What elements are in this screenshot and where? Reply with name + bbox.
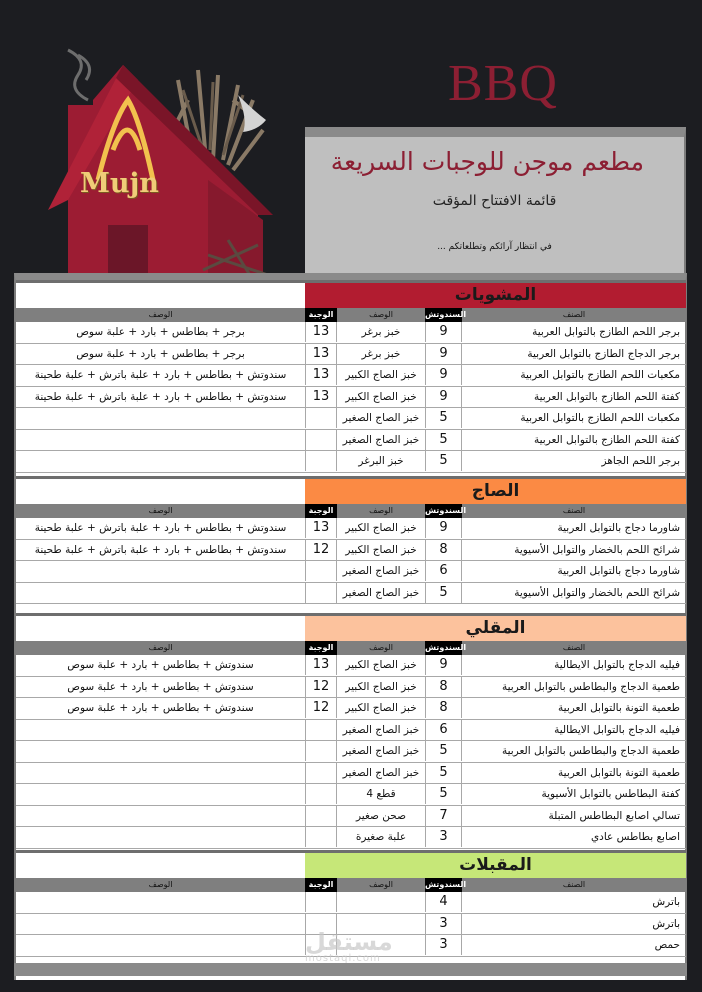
col-header-meal-desc: الوصف [148, 643, 173, 652]
bread-type: خبز الصاج الكبير [345, 369, 417, 381]
sandwich-price: 5 [425, 741, 462, 761]
col-header-sandwich: السندوتش [425, 878, 462, 892]
sandwich-price: 6 [425, 720, 462, 740]
sandwich-price: 9 [425, 322, 462, 342]
bread-type: خبز برغر [361, 347, 401, 360]
sandwich-price: 3 [425, 827, 462, 847]
menu-row [16, 451, 686, 473]
item-name: طعمية التونة بالتوابل العربية [558, 702, 680, 714]
bread-type: خبز الصاج الكبير [345, 543, 417, 556]
bread-type: خبز الصاج الكبير [345, 702, 417, 714]
section-header [16, 613, 686, 641]
section-header [16, 850, 686, 878]
col-header-meal-desc: الوصف [148, 506, 173, 515]
item-name: فيليه الدجاج بالتوابل الايطالية [554, 659, 680, 671]
meal-description: سندوتش + بطاطس + بارد + علبة باترش + علبة طحينة [34, 543, 287, 556]
col-header-name: الصنف [562, 643, 586, 652]
col-header-bread: الوصف [369, 643, 393, 652]
sandwich-price: 5 [425, 408, 462, 428]
bread-type: صحن صغير [356, 809, 406, 822]
item-name: شرائح اللحم بالخضار والتوابل الأسيوية [514, 586, 680, 599]
menu-row [16, 561, 686, 583]
item-name: باترش [652, 896, 680, 908]
sandwich-price: 9 [425, 655, 462, 675]
bread-type [337, 892, 425, 912]
smoke-icon [68, 50, 90, 100]
menu-row [16, 741, 686, 763]
meal-price: 13 [305, 322, 337, 342]
menu-header [305, 127, 686, 273]
col-header-sandwich: السندوتش [425, 504, 462, 518]
menu-row [16, 408, 686, 430]
meal-price [305, 583, 337, 603]
sandwich-price: 8 [425, 698, 462, 718]
bread-type: قطع 4 [366, 788, 396, 800]
section-title: المقلي [305, 616, 686, 641]
bread-type: خبز الصاج الصغير [342, 766, 420, 779]
meal-description [16, 892, 305, 912]
column-headers [16, 504, 686, 518]
item-name: حمص [654, 939, 680, 951]
bread-type: خبز الصاج الكبير [345, 390, 417, 403]
col-header-name: الصنف [562, 310, 586, 319]
meal-description [16, 827, 305, 847]
meal-price [305, 892, 337, 912]
meal-price: 13 [305, 344, 337, 364]
meal-price: 13 [305, 387, 337, 407]
bread-type: خبز الصاج الكبير [345, 522, 417, 534]
meal-price [305, 741, 337, 761]
section-title: المقبلات [305, 853, 686, 878]
meal-description [16, 914, 305, 934]
meal-price: 13 [305, 518, 337, 538]
meal-price [305, 408, 337, 428]
meal-price: 13 [305, 365, 337, 385]
meal-description: سندوتش + بطاطس + بارد + علبة سوص [67, 659, 254, 671]
meal-description: برجر + بطاطس + بارد + علبة سوص [76, 326, 245, 338]
item-name: كفتة اللحم الطازج بالتوابل العربية [534, 433, 680, 446]
item-name: شاورما دجاج بالتوابل العربية [557, 522, 680, 534]
meal-description [16, 720, 305, 740]
item-name: كفتة اللحم الطازج بالتوابل العربية [534, 390, 680, 403]
meal-price: 12 [305, 677, 337, 697]
menu-row [16, 806, 686, 828]
col-header-name: الصنف [562, 880, 586, 889]
sandwich-price: 8 [425, 540, 462, 560]
item-name: شرائح اللحم بالخضار والتوابل الأسيوية [514, 543, 680, 556]
sandwich-price: 5 [425, 763, 462, 783]
bread-type: خبز الصاج الصغير [342, 433, 420, 446]
sandwich-price: 5 [425, 784, 462, 804]
item-name: تسالي اصابع البطاطس المتبلة [548, 809, 680, 822]
menu-row [16, 540, 686, 562]
item-name: برجر اللحم الطازج بالتوابل العربية [532, 326, 680, 338]
item-name: برجر الدجاج الطازج بالتوابل العربية [527, 347, 680, 360]
menu-row [16, 583, 686, 605]
sandwich-price: 8 [425, 677, 462, 697]
item-name: طعمية الدجاج والبطاطس بالتوابل العربية [501, 745, 680, 757]
meal-description [16, 784, 305, 804]
feedback-note: في انتظار آرائكم وتطلعاتكم ... [437, 242, 552, 252]
bbq-heading: BBQ [448, 55, 558, 112]
item-name: شاورما دجاج بالتوابل العربية [557, 565, 680, 577]
section-title: الصاج [305, 479, 686, 504]
meal-description: سندوتش + بطاطس + بارد + علبة باترش + علبة طحينة [34, 390, 287, 403]
item-name: برجر اللحم الجاهز [601, 455, 680, 467]
menu-section [16, 613, 686, 849]
column-headers [16, 641, 686, 655]
section-header [16, 280, 686, 308]
bread-type: خبز البرغر [358, 455, 404, 467]
meal-price: 13 [305, 655, 337, 675]
meal-price [305, 784, 337, 804]
item-name: كفتة البطاطس بالتوابل الأسيوية [541, 788, 680, 800]
item-name: طعمية التونة بالتوابل العربية [558, 766, 680, 779]
meal-description: سندوتش + بطاطس + بارد + علبة سوص [67, 680, 254, 693]
col-header-meal-desc: الوصف [148, 310, 173, 319]
col-header-sandwich: السندوتش [425, 308, 462, 322]
sandwich-price: 9 [425, 387, 462, 407]
sandwich-price: 3 [425, 914, 462, 934]
meal-description: سندوتش + بطاطس + بارد + علبة سوص [67, 702, 254, 714]
section-title: المشويات [305, 283, 686, 308]
meal-price [305, 720, 337, 740]
section-header [16, 476, 686, 504]
restaurant-name: مطعم موجن للوجبات السريعة [330, 147, 644, 176]
column-headers [16, 308, 686, 322]
menu-row [16, 892, 686, 914]
meal-description [16, 935, 305, 955]
meal-description [16, 451, 305, 471]
bread-type: خبز الصاج الصغير [342, 565, 420, 577]
bread-type: علبة صغيرة [355, 831, 407, 843]
sandwich-price: 5 [425, 451, 462, 471]
sandwich-price: 3 [425, 935, 462, 955]
bread-type: خبز الصاج الصغير [342, 723, 420, 736]
menu-row [16, 430, 686, 452]
column-headers [16, 878, 686, 892]
sandwich-price: 5 [425, 430, 462, 450]
sandwich-price: 5 [425, 583, 462, 603]
item-name: اصابع بطاطس عادي [590, 831, 680, 843]
menu-row [16, 827, 686, 849]
menu-row [16, 518, 686, 540]
meal-description: برجر + بطاطس + بارد + علبة سوص [76, 347, 245, 360]
col-header-bread: الوصف [369, 880, 393, 889]
menu-row [16, 344, 686, 366]
col-header-bread: الوصف [369, 506, 393, 515]
meal-description: سندوتش + بطاطس + بارد + علبة باترش + علبة طحينة [34, 369, 287, 381]
restaurant-logo [28, 40, 298, 280]
logo-text: Mujn [80, 168, 159, 199]
sandwich-price: 4 [425, 892, 462, 912]
sandwich-price: 6 [425, 561, 462, 581]
item-name: مكعبات اللحم الطازج بالتوابل العربية [520, 369, 680, 381]
sandwich-price: 9 [425, 365, 462, 385]
menu-row [16, 322, 686, 344]
sandwich-price: 9 [425, 344, 462, 364]
bread-type: خبز الصاج الكبير [345, 659, 417, 671]
item-name: باترش [652, 917, 680, 930]
meal-price [305, 763, 337, 783]
menu-section [16, 476, 686, 604]
menu-row [16, 698, 686, 720]
col-header-name: الصنف [562, 506, 586, 515]
col-header-meal: الوجبة [305, 641, 337, 655]
bread-type: خبز الصاج الصغير [342, 586, 420, 599]
item-name: مكعبات اللحم الطازج بالتوابل العربية [520, 412, 680, 424]
menu-row [16, 365, 686, 387]
menu-row [16, 720, 686, 742]
menu-row [16, 677, 686, 699]
meal-description [16, 430, 305, 450]
sheet-footer-bar [14, 963, 687, 976]
col-header-meal: الوجبة [305, 308, 337, 322]
meal-description [16, 741, 305, 761]
meal-price [305, 827, 337, 847]
meal-description [16, 583, 305, 603]
col-header-meal: الوجبة [305, 504, 337, 518]
menu-row [16, 784, 686, 806]
menu-section [16, 280, 686, 473]
menu-subtitle: قائمة الافتتاح المؤقت [432, 193, 557, 209]
col-header-meal: الوجبة [305, 878, 337, 892]
item-name: فيليه الدجاج بالتوابل الايطالية [554, 723, 680, 736]
meal-price [305, 430, 337, 450]
menu-row [16, 387, 686, 409]
watermark-arabic: مستقل [305, 928, 393, 956]
col-header-bread: الوصف [369, 310, 393, 319]
col-header-sandwich: السندوتش [425, 641, 462, 655]
meal-price [305, 451, 337, 471]
meal-description [16, 561, 305, 581]
meal-price: 12 [305, 698, 337, 718]
meal-description [16, 763, 305, 783]
col-header-meal-desc: الوصف [148, 880, 173, 889]
meal-price: 12 [305, 540, 337, 560]
meal-price [305, 806, 337, 826]
watermark-latin: mostaql.com [305, 953, 381, 964]
menu-row [16, 763, 686, 785]
bread-type: خبز برغر [361, 326, 401, 338]
menu-row [16, 655, 686, 677]
bread-type: خبز الصاج الصغير [342, 745, 420, 757]
bread-type: خبز الصاج الكبير [345, 680, 417, 693]
sandwich-price: 9 [425, 518, 462, 538]
bread-type: خبز الصاج الصغير [342, 412, 420, 424]
meal-description: سندوتش + بطاطس + بارد + علبة باترش + علبة طحينة [34, 522, 287, 534]
watermark [305, 930, 393, 964]
meal-price [305, 561, 337, 581]
meal-description [16, 806, 305, 826]
sandwich-price: 7 [425, 806, 462, 826]
item-name: طعمية الدجاج والبطاطس بالتوابل العربية [501, 680, 680, 693]
meal-description [16, 408, 305, 428]
